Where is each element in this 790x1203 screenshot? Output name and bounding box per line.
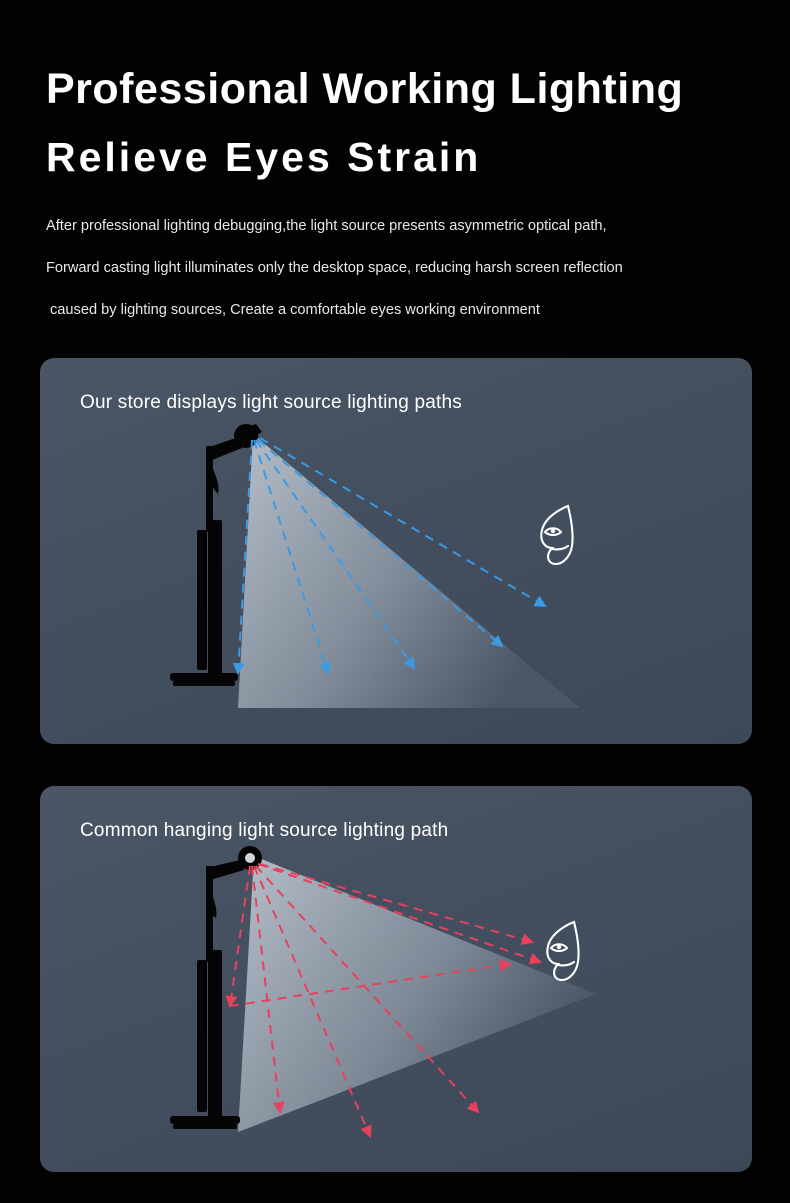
description-line-1: After professional lighting debugging,the light source presents asymmetric optical path, <box>46 218 607 234</box>
light-cone <box>238 434 580 708</box>
panel-store-light-path <box>40 358 752 744</box>
page-title: Professional Working Lighting <box>46 65 684 113</box>
panel-common-light-path <box>40 786 752 1172</box>
description-line-3: caused by lighting sources, Create a comfortable eyes working environment <box>50 302 540 318</box>
panel-title-common: Common hanging light source lighting path <box>80 820 449 841</box>
panel-title-store: Our store displays light source lighting paths <box>80 392 463 413</box>
headline-block <box>46 65 766 180</box>
illustration-store-light-path <box>40 418 752 744</box>
description-line-2: Forward casting light illuminates only the desktop space, reducing harsh screen reflection <box>46 260 623 276</box>
illustration-common-light-path <box>40 846 752 1172</box>
description-paragraph <box>46 205 782 331</box>
page-subtitle: Relieve Eyes Strain <box>46 134 482 180</box>
face-icon <box>547 922 578 980</box>
light-cone <box>238 856 596 1132</box>
face-icon <box>541 506 572 564</box>
